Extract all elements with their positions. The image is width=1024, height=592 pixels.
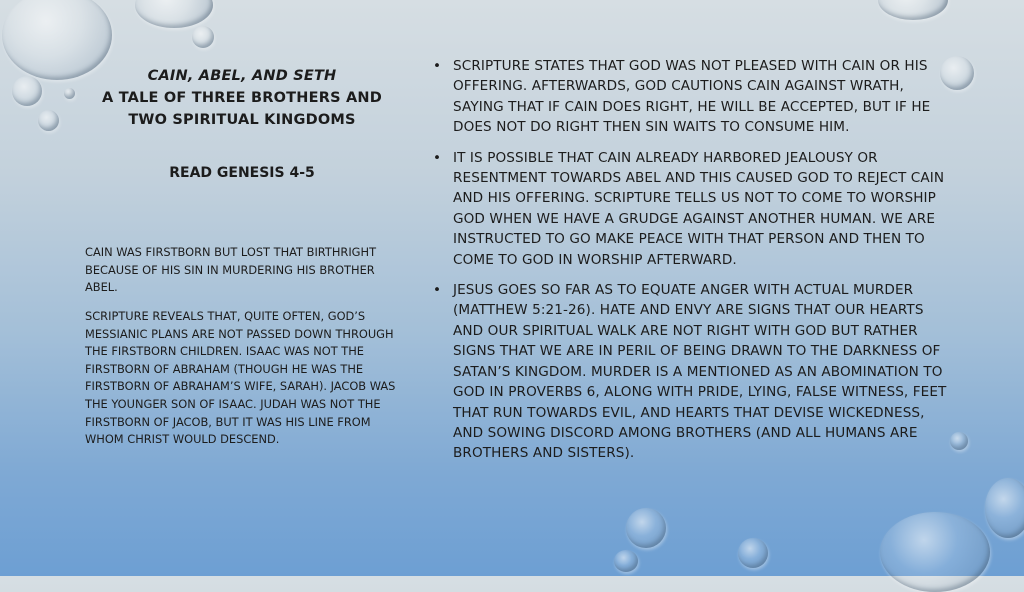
- bullet-dot-icon: •: [433, 58, 442, 74]
- slide-title-line-1: CAIN, ABEL, AND SETH: [147, 68, 337, 84]
- slide-title-line-3: TWO SPIRITUAL KINGDOMS: [128, 112, 356, 128]
- bullet-item: [433, 56, 953, 138]
- water-drop-decoration: [38, 110, 59, 131]
- bullet-item: [433, 280, 953, 464]
- bullet-list: [433, 56, 953, 474]
- water-drop-decoration: [738, 538, 768, 568]
- bullet-dot-icon: •: [433, 282, 442, 299]
- slide-title-line-2: A TALE OF THREE BROTHERS AND: [102, 90, 382, 106]
- bullet-dot-icon: •: [433, 149, 442, 166]
- left-paragraph-2: SCRIPTURE REVEALS THAT, QUITE OFTEN, GOD’S MESSIANIC PLANS ARE NOT PASSED DOWN THROUGH THE FIRSTBORN CHILDREN. ISAAC WAS NOT THE FIRSTBORN OF ABRAHAM (THOUGH HE WAS THE FIRSTBORN OF ABRAHAM’S WIFE, SARAH). JACOB WAS THE YOUNGER SON OF ISAAC. JUDAH WAS NOT THE FIRSTBORN OF JACOB, BUT IT WAS HIS LINE FROM WHOM CHRIST WOULD DESCEND.: [85, 309, 396, 447]
- bullet-text: SCRIPTURE STATES THAT GOD WAS NOT PLEASED WITH CAIN OR HIS OFFERING. AFTERWARDS, GOD CAUTIONS CAIN AGAINST WRATH, SAYING THAT IF CAIN DOES RIGHT, HE WILL BE ACCEPTED, BUT IF HE DOES NOT DO RIGHT THEN SIN WAITS TO CONSUME HIM.: [453, 58, 931, 136]
- bullet-item: [433, 148, 953, 270]
- water-drop-decoration: [626, 508, 666, 548]
- water-drop-decoration: [878, 0, 948, 20]
- left-paragraph-1: CAIN WAS FIRSTBORN BUT LOST THAT BIRTHRIGHT BECAUSE OF HIS SIN IN MURDERING HIS BROTHER ABEL.: [85, 245, 377, 295]
- bullet-text: JESUS GOES SO FAR AS TO EQUATE ANGER WITH ACTUAL MURDER (MATTHEW 5:21-26). HATE AND ENVY ARE SIGNS THAT OUR HEARTS AND OUR SPIRITUAL WALK ARE NOT RIGHT WITH GOD BUT RATHER SIGNS THAT WE ARE IN PERIL OF BEING DRAWN TO THE DARKNESS OF SATAN’S KINGDOM. MURDER IS A MENTIONED AS AN ABOMINATION TO GOD IN PROVERBS 6, ALONG WITH PRIDE, LYING, FALSE WITNESS, FEET THAT RUN TOWARDS EVIL, AND HEARTS THAT DEVISE WICKEDNESS, AND SOWING DISCORD AMONG BROTHERS (AND ALL HUMANS ARE BROTHERS AND SISTERS).: [453, 282, 947, 462]
- water-drop-decoration: [880, 512, 990, 592]
- water-drop-decoration: [12, 76, 42, 106]
- water-drop-decoration: [192, 26, 214, 48]
- reading-reference: READ GENESIS 4-5: [169, 165, 315, 181]
- water-drop-decoration: [135, 0, 213, 28]
- water-drop-decoration: [614, 550, 638, 572]
- bullet-text: IT IS POSSIBLE THAT CAIN ALREADY HARBORED JEALOUSY OR RESENTMENT TOWARDS ABEL AND THIS CAUSED GOD TO REJECT CAIN AND HIS OFFERING. SCRIPTURE TELLS US NOT TO COME TO WORSHIP GOD WHEN WE HAVE A GRUDGE AGAINST ANOTHER HUMAN. WE ARE INSTRUCTED TO GO MAKE PEACE WITH THAT PERSON AND THEN TO COME TO GOD IN WORSHIP AFTERWARD.: [453, 149, 945, 268]
- water-drop-decoration: [985, 478, 1024, 538]
